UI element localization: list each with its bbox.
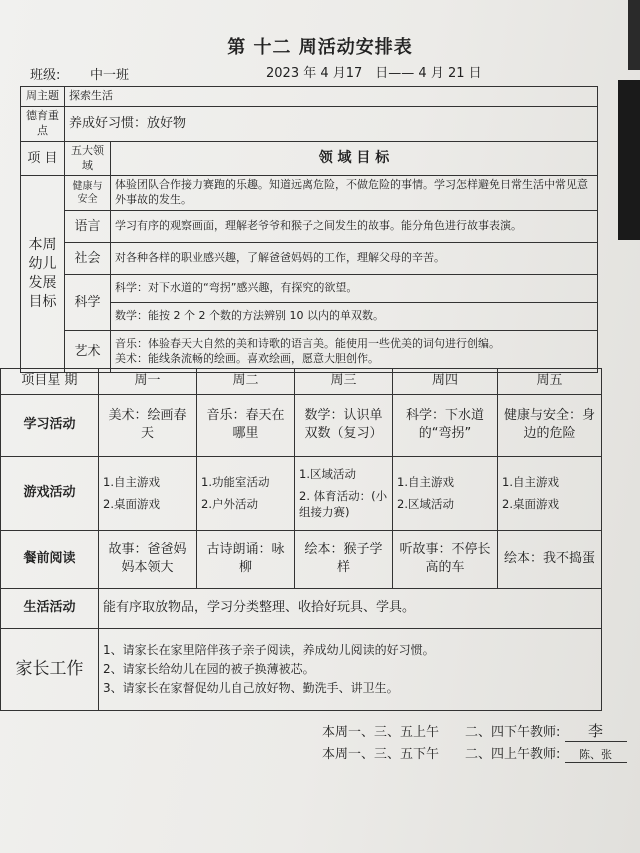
reading-mon: 故事：爸爸妈妈本领大 <box>99 530 197 588</box>
study-wed: 数学：认识单双数（复习） <box>295 394 393 456</box>
game-fri-2: 2.桌面游戏 <box>502 496 559 511</box>
study-row <box>1 394 602 456</box>
area-row-society <box>21 243 598 275</box>
parent-note-1: 1、请家长在家里陪伴孩子亲子阅读，养成幼儿阅读的好习惯。 <box>103 642 435 657</box>
parent-note-3: 3、请家长在家督促幼儿自己放好物、勤洗手、讲卫生。 <box>103 680 399 695</box>
study-mon: 美术：绘画春天 <box>99 394 197 456</box>
game-thu-2: 2.区域活动 <box>397 496 454 511</box>
teacher-1-name: 李 <box>565 720 627 742</box>
game-thu-1: 1.自主游戏 <box>397 475 454 490</box>
reading-label: 餐前阅读 <box>1 530 99 588</box>
weekly-schedule-table <box>0 368 602 711</box>
area-text-health: 体验团队合作接力赛跑的乐趣。知道远离危险，不做危险的事情。学习怎样避免日常生活中常见意外事故的发生。 <box>111 176 598 211</box>
teacher-line-1 <box>322 720 627 742</box>
parent-note-2: 2、请家长给幼儿在园的被子换薄被芯。 <box>103 661 315 676</box>
goals-header-row <box>21 141 598 176</box>
game-label: 游戏活动 <box>1 456 99 530</box>
theme-value: 探索生活 <box>65 87 598 107</box>
class-label: 班级: <box>30 68 61 83</box>
area-name-art: 艺术 <box>65 331 111 373</box>
theme-label: 周主题 <box>21 87 65 107</box>
study-label: 学习活动 <box>1 394 99 456</box>
week-header-row <box>1 369 602 395</box>
day-mon: 周一 <box>99 369 197 395</box>
week-header-label: 项目星 期 <box>1 369 99 395</box>
area-text-science-2: 数学：能按 2 个 2 个数的方法辨别 10 以内的单双数。 <box>111 303 598 331</box>
game-mon-1: 1.自主游戏 <box>103 475 160 490</box>
game-thu <box>393 456 498 530</box>
life-row <box>1 588 602 628</box>
game-tue <box>197 456 295 530</box>
area-text-science-1: 科学：对下水道的“弯拐”感兴趣，有探究的欲望。 <box>111 275 598 303</box>
area-text-society: 对各种各样的职业感兴趣，了解爸爸妈妈的工作，理解父母的辛苦。 <box>111 243 598 275</box>
area-row-art <box>21 331 598 373</box>
game-wed <box>295 456 393 530</box>
area-row-language <box>21 211 598 243</box>
date-range: 2023 年 4 月17 日—— 4 月 21 日 <box>266 66 482 81</box>
moral-label: 德育重点 <box>21 107 65 142</box>
parent-label: 家长工作 <box>1 628 99 710</box>
parent-notes <box>99 628 602 710</box>
teacher-line-2 <box>322 743 627 763</box>
reading-thu: 听故事：不停长高的车 <box>393 530 498 588</box>
project-header: 项 目 <box>21 141 65 176</box>
day-thu: 周四 <box>393 369 498 395</box>
area-text-language: 学习有序的观察画面，理解老爷爷和猴子之间发生的故事。能分角色进行故事表演。 <box>111 211 598 243</box>
day-fri: 周五 <box>498 369 602 395</box>
life-text: 能有序取放物品，学习分类整理、收拾好玩具、学具。 <box>99 588 602 628</box>
day-wed: 周三 <box>295 369 393 395</box>
theme-row <box>21 87 598 107</box>
area-goals-header: 领 域 目 标 <box>111 141 598 176</box>
game-tue-1: 1.功能室活动 <box>201 475 270 490</box>
teacher-2-name: 陈、张 <box>565 746 627 763</box>
game-fri <box>498 456 602 530</box>
reading-wed: 绘本：猴子学样 <box>295 530 393 588</box>
five-areas-header: 五大领域 <box>65 141 111 176</box>
area-name-society: 社会 <box>65 243 111 275</box>
class-value: 中一班 <box>90 68 130 83</box>
game-fri-1: 1.自主游戏 <box>502 475 559 490</box>
game-mon-2: 2.桌面游戏 <box>103 496 160 511</box>
page-title: 第 十二 周活动安排表 <box>227 37 413 58</box>
game-mon <box>99 456 197 530</box>
moral-row <box>21 107 598 142</box>
dark-edge <box>618 80 640 240</box>
area-row-science-1 <box>21 275 598 303</box>
study-tue: 音乐：春天在哪里 <box>197 394 295 456</box>
day-tue: 周二 <box>197 369 295 395</box>
game-row <box>1 456 602 530</box>
area-row-health <box>21 176 598 211</box>
goals-table <box>20 86 598 373</box>
game-wed-1: 1.区域活动 <box>299 466 356 481</box>
reading-tue: 古诗朗诵：咏柳 <box>197 530 295 588</box>
teacher-line-2-text: 本周一、三、五下午 二、四上午教师: <box>322 747 561 762</box>
reading-row <box>1 530 602 588</box>
area-name-science: 科学 <box>65 275 111 331</box>
child-goals-label: 本周幼儿发展目标 <box>21 176 65 373</box>
parent-row <box>1 628 602 710</box>
study-fri: 健康与安全：身边的危险 <box>498 394 602 456</box>
area-name-language: 语言 <box>65 211 111 243</box>
area-name-health: 健康与安全 <box>65 176 111 211</box>
area-text-art-2: 美术：能线条流畅的绘画。喜欢绘画，愿意大胆创作。 <box>115 351 379 365</box>
area-text-art-1: 音乐：体验春天大自然的美和诗歌的语言美。能使用一些优美的词句进行创编。 <box>115 336 500 350</box>
game-wed-2: 2. 体育活动：(小组接力赛) <box>299 488 388 520</box>
study-thu: 科学：下水道的“弯拐” <box>393 394 498 456</box>
reading-fri: 绘本：我不捣蛋 <box>498 530 602 588</box>
game-tue-2: 2.户外活动 <box>201 496 258 511</box>
life-label: 生活活动 <box>1 588 99 628</box>
teacher-line-1-text: 本周一、三、五上午 二、四下午教师: <box>322 725 561 740</box>
area-text-art <box>111 331 598 373</box>
moral-value: 养成好习惯：放好物 <box>65 107 598 142</box>
